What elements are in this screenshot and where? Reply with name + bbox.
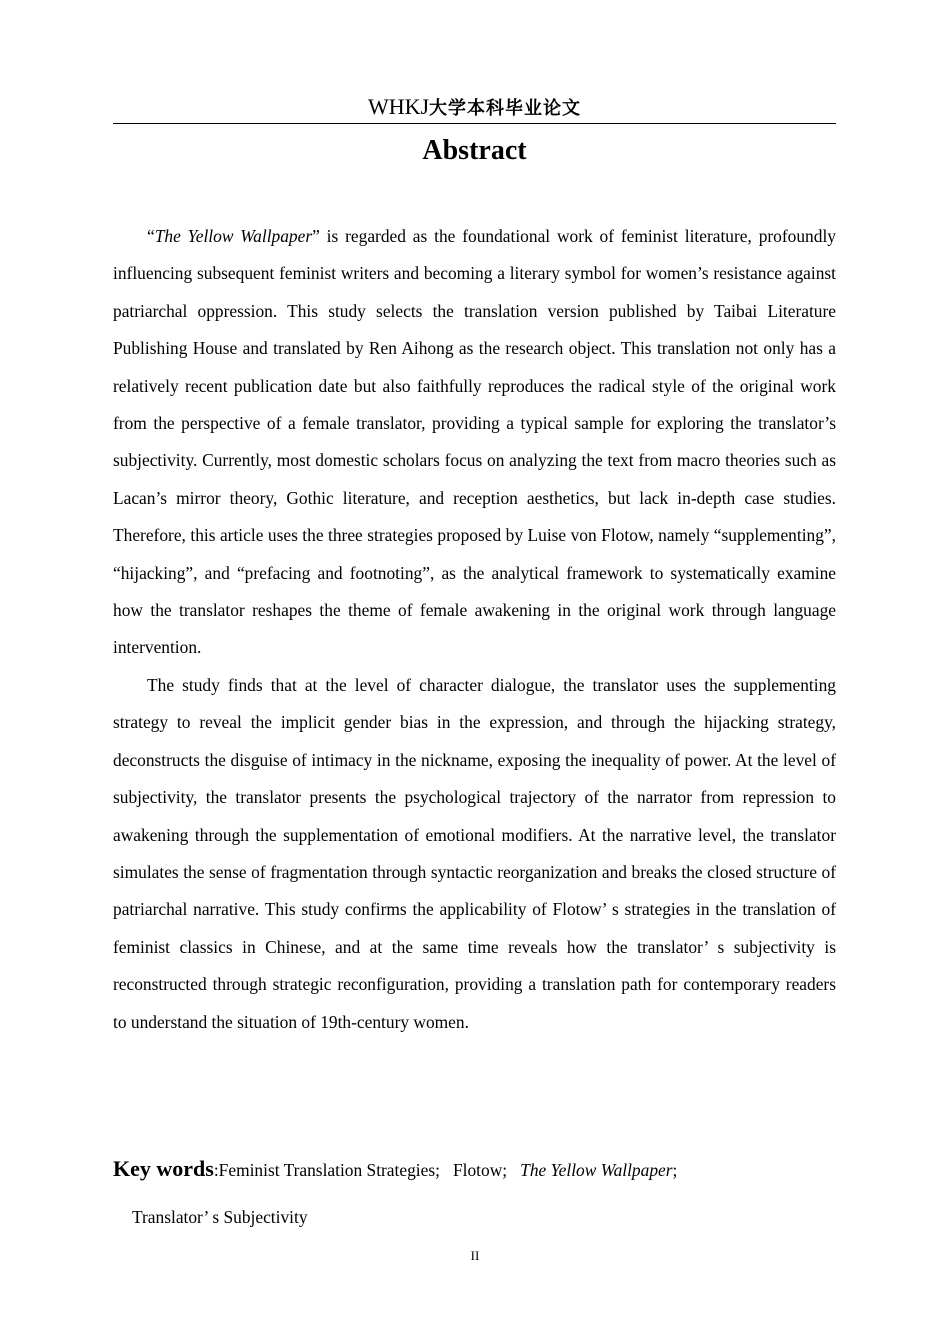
keyword-3-end: ;	[672, 1160, 678, 1180]
keyword-3: The Yellow Wallpaper	[520, 1160, 673, 1180]
abstract-paragraph-2: The study finds that at the level of character dialogue, the translator uses the supplementing strategy to reveal the implicit gender bias in the expression, and through the hijacking strategy, deconstructs the disguise of intimacy in the nickname, exposing the inequality of power. At the level of subjectivity, the translator presents the psychological trajectory of the narrator from repression to awakening through the supplementation of emotional modifiers. At the narrative level, the translator simulates the sense of fragmentation through syntactic reorganization and breaks the closed structure of patriarchal narrative. This study confirms the applicability of Flotow’ s strategies in the translation of feminist classics in Chinese, and at the same time reveals how the translator’ s subjectivity is reconstructed through strategic reconfiguration, providing a translation path for contemporary readers to understand the situation of 19th-century women.	[113, 674, 836, 1032]
work-title: The Yellow Wallpaper	[154, 226, 313, 246]
keywords-line	[113, 1150, 836, 1189]
running-header	[113, 92, 836, 124]
keyword-2: Flotow;	[452, 1160, 508, 1180]
abstract-paragraph-1	[113, 218, 836, 667]
paragraph-1-text: ” is regarded as the foundational work of feminist literature, profoundly influencing subsequent feminist writers and becoming a literary symbol for women’s resistance against patriarchal oppression. This study selects the translation version published by Taibai Literature Publishing House and translated by Ren Aihong as the research object. This translation not only has a relatively recent publication date but also faithfully reproduces the radical style of the original work from the perspective of a female translator, providing a typical sample for exploring the translator’s subjectivity. Currently, most domestic scholars focus on analyzing the text from macro theories such as Lacan’s mirror theory, Gothic literature, and reception aesthetics, but lack in-depth case studies. Therefore, this article uses the three strategies proposed by Luise von Flotow, namely “supplementing”, “hijacking”, and “prefacing and footnoting”, as the analytical framework to systematically examine how the translator reshapes the theme of female awakening in the original work through language intervention.	[113, 226, 836, 658]
header-latin: WHKJ	[367, 94, 430, 119]
header-cjk: 大学本科毕业论文	[429, 98, 582, 119]
abstract-body	[113, 218, 836, 1041]
keyword-4: Translator’ s Subjectivity	[132, 1207, 308, 1227]
keywords-label: Key words	[113, 1156, 214, 1181]
page-number: II	[470, 1248, 480, 1263]
open-quote: “	[147, 226, 155, 246]
abstract-title: Abstract	[422, 135, 527, 166]
keyword-1: Feminist Translation Strategies;	[218, 1160, 440, 1180]
keywords-separator: :	[213, 1160, 219, 1180]
header-rule	[113, 123, 836, 124]
